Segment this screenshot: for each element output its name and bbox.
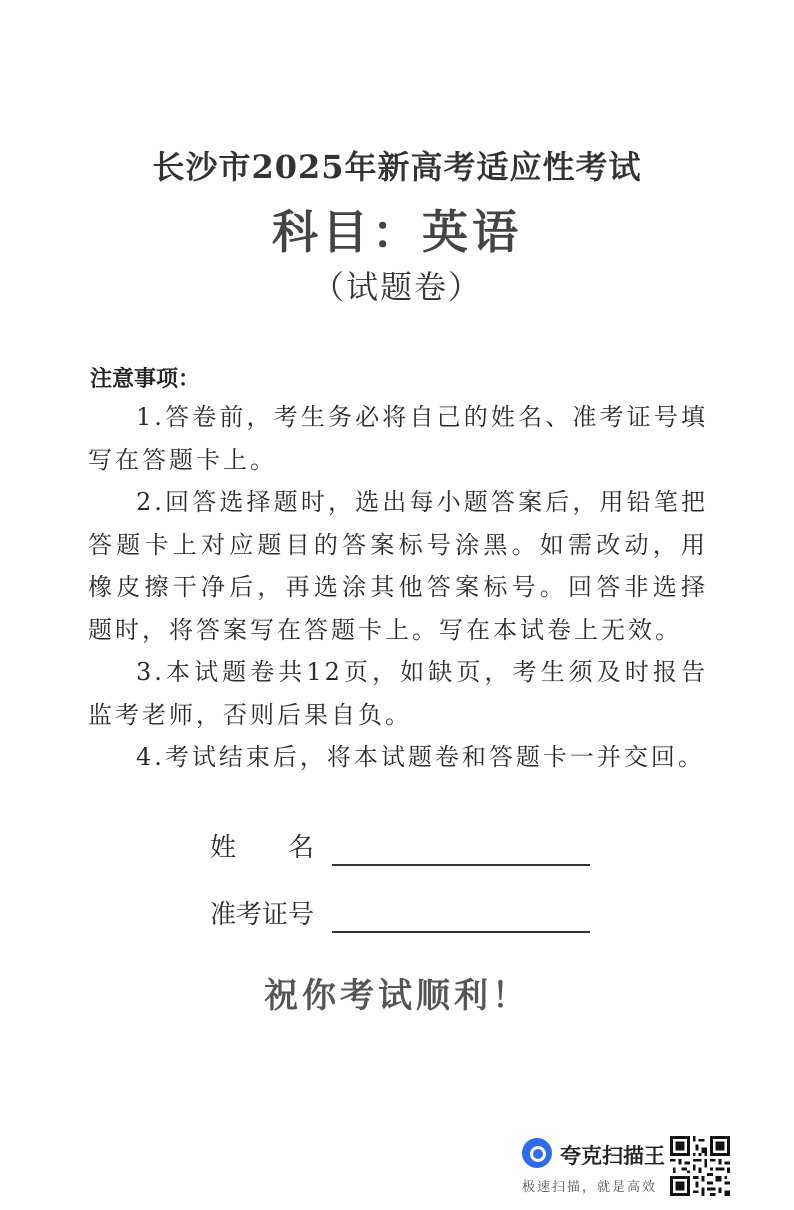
instructions-list [88, 396, 708, 779]
quark-logo-icon [522, 1138, 552, 1168]
exam-id-label: 准考证号 [210, 900, 315, 930]
instruction-item: 4.考试结束后，将本试题卷和答题卡一并交回。 [136, 743, 705, 771]
watermark-slogan: 极速扫描，就是高效 [522, 1180, 658, 1195]
exam-id-blank-line [332, 931, 590, 933]
name-blank-line [332, 864, 590, 866]
name-label: 姓 名 [210, 833, 315, 863]
instruction-item: 1.答卷前，考生务必将自己的姓名、准考证号填写在答题卡上。 [88, 403, 708, 474]
name-field [210, 830, 590, 870]
good-luck-message: 祝你考试顺利！ [264, 976, 530, 1016]
instruction-item: 3.本试题卷共12页，如缺页，考生须及时报告监考老师，否则后果自负。 [88, 658, 708, 729]
qr-code-icon [670, 1136, 730, 1196]
subject-title: 科目：英语 [272, 205, 522, 259]
notice-heading: 注意事项： [90, 367, 201, 392]
paper-type: （试题卷） [311, 268, 482, 306]
exam-title: 长沙市2025年新高考适应性考试 [152, 148, 642, 186]
scanner-watermark [518, 1134, 788, 1198]
watermark-brand: 夸克扫描王 [560, 1144, 665, 1168]
exam-id-field [210, 897, 590, 937]
instruction-item: 2.回答选择题时，选出每小题答案后，用铅笔把答题卡上对应题目的答案标号涂黑。如需改动，用橡皮擦干净后，再选涂其他答案标号。回答非选择题时，将答案写在答题卡上。写在本试卷上无效。 [88, 488, 708, 644]
